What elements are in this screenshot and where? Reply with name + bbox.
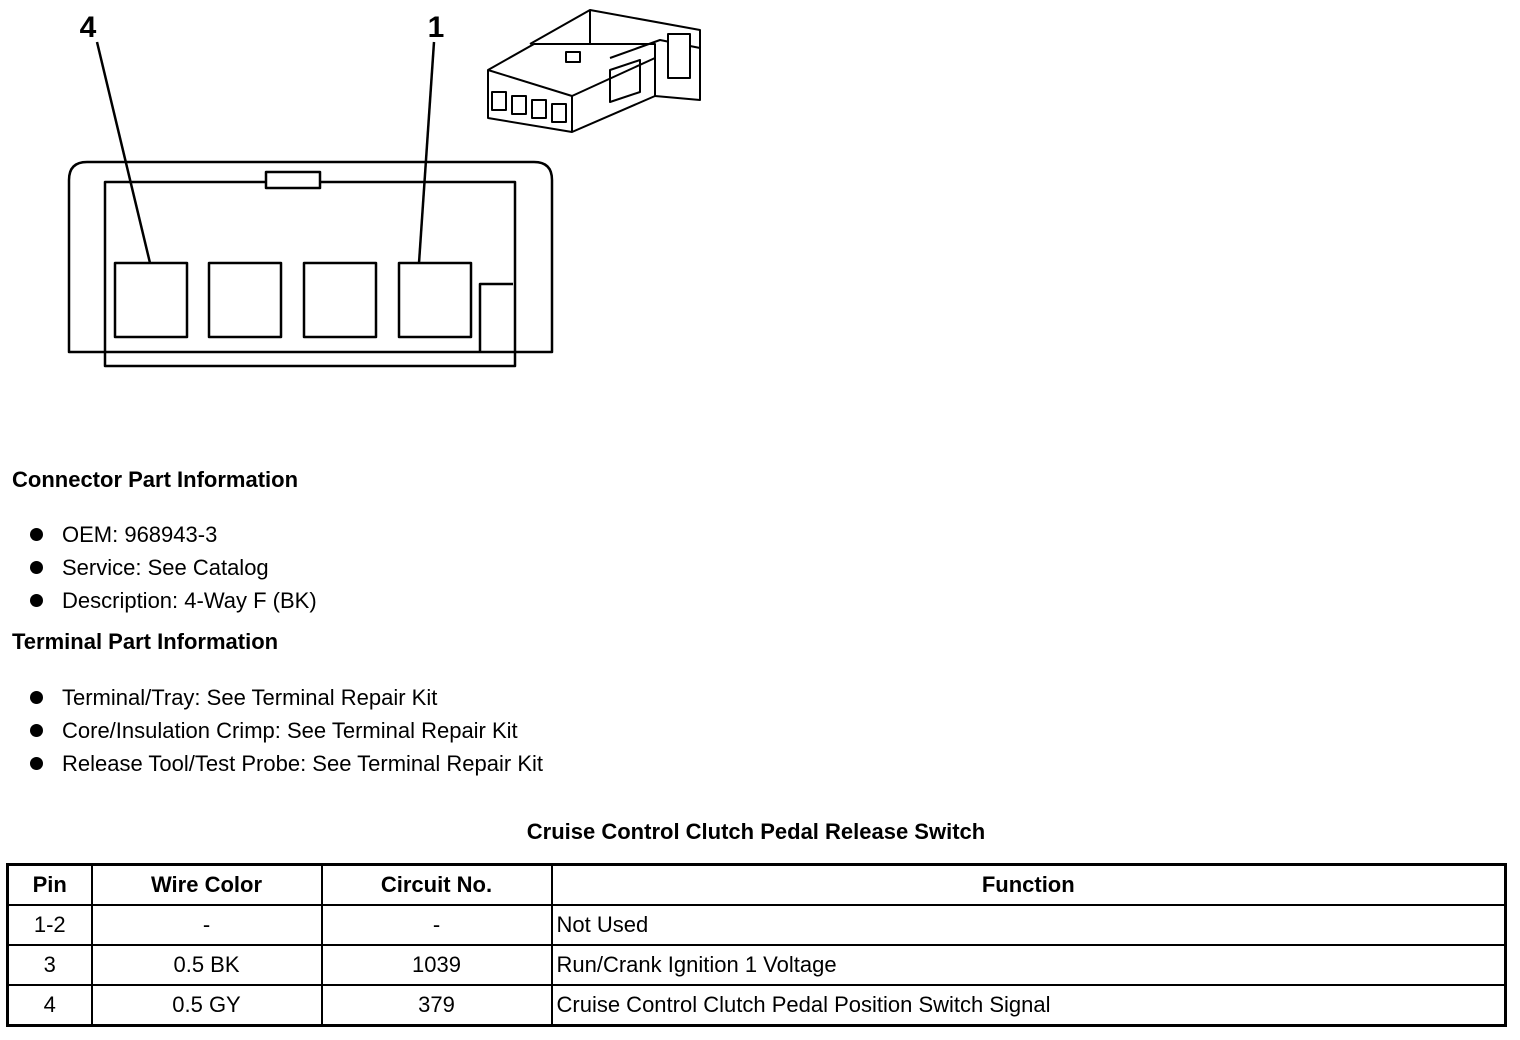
- bullet-icon: [30, 594, 43, 607]
- list-item: Core/Insulation Crimp: See Terminal Repair Kit: [30, 714, 543, 747]
- bullet-icon: [30, 691, 43, 704]
- header-pin: Pin: [8, 865, 92, 906]
- connector-diagram: [0, 0, 760, 380]
- cavity-1: [399, 263, 471, 337]
- callout-leader-1: [419, 42, 434, 263]
- cell-function: Run/Crank Ignition 1 Voltage: [552, 945, 1506, 985]
- pin-table: [6, 863, 1507, 1027]
- cell-circuit-no: 1039: [322, 945, 552, 985]
- cell-wire-color: 0.5 BK: [92, 945, 322, 985]
- header-function: Function: [552, 865, 1506, 906]
- list-item: OEM: 968943-3: [30, 518, 317, 551]
- bullet-icon: [30, 757, 43, 770]
- list-item: Terminal/Tray: See Terminal Repair Kit: [30, 681, 543, 714]
- cavity-4: [115, 263, 187, 337]
- header-circuit-no: Circuit No.: [322, 865, 552, 906]
- bullet-icon: [30, 724, 43, 737]
- table-row: [8, 905, 1506, 945]
- list-item: Service: See Catalog: [30, 551, 317, 584]
- bullet-icon: [30, 528, 43, 541]
- bullet-icon: [30, 561, 43, 574]
- connector-isometric-view: [488, 10, 700, 132]
- terminal-part-info-heading: Terminal Part Information: [12, 629, 279, 654]
- header-wire-color: Wire Color: [92, 865, 322, 906]
- cell-wire-color: -: [92, 905, 322, 945]
- callout-label-1: 1: [427, 11, 445, 44]
- callout-label-4: 4: [79, 11, 97, 44]
- connector-part-info-heading: Connector Part Information: [12, 467, 299, 492]
- cavity-3: [209, 263, 281, 337]
- table-header-row: [8, 865, 1506, 906]
- cavity-2: [304, 263, 376, 337]
- cell-pin: 1-2: [8, 905, 92, 945]
- connector-face-view: [69, 162, 552, 366]
- table-row: [8, 985, 1506, 1026]
- cell-pin: 3: [8, 945, 92, 985]
- table-caption: Cruise Control Clutch Pedal Release Switch: [526, 819, 986, 844]
- terminal-part-info-list: [30, 681, 543, 780]
- cell-function: Cruise Control Clutch Pedal Position Switch Signal: [552, 985, 1506, 1026]
- cell-wire-color: 0.5 GY: [92, 985, 322, 1026]
- list-item: Description: 4-Way F (BK): [30, 584, 317, 617]
- table-row: [8, 945, 1506, 985]
- cell-pin: 4: [8, 985, 92, 1026]
- cell-circuit-no: -: [322, 905, 552, 945]
- cell-function: Not Used: [552, 905, 1506, 945]
- list-item: Release Tool/Test Probe: See Terminal Repair Kit: [30, 747, 543, 780]
- connector-part-info-list: [30, 518, 317, 617]
- cell-circuit-no: 379: [322, 985, 552, 1026]
